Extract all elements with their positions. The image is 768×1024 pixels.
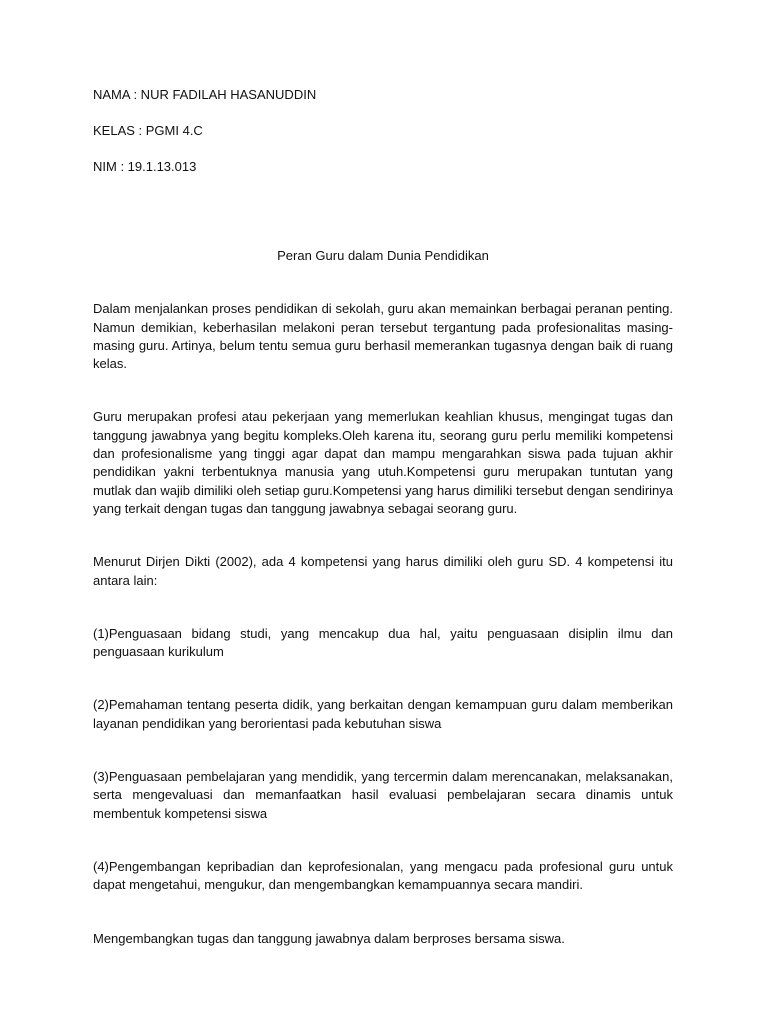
- paragraph-profession: Guru merupakan profesi atau pekerjaan yang memerlukan keahlian khusus, mengingat tugas dan tanggung jawabnya yang begitu kompleks.Oleh karena itu, seorang guru perlu memiliki kompetensi dan profesionalisme yang tinggi agar dapat dan mampu mengarahkan siswa pada tujuan akhir pendidikan yakni terbentuknya manusia yang utuh.Kompetensi guru merupakan tuntutan yang mutlak dan wajib dimiliki oleh setiap guru.Kompetensi yang harus dimiliki tersebut dengan sendirinya yang terkait dengan tugas dan tanggung jawabnya sebagai seorang guru.: [93, 409, 673, 516]
- student-nim: NIM : 19.1.13.013: [93, 159, 197, 174]
- paragraph-closing: Mengembangkan tugas dan tanggung jawabnya dalam berproses bersama siswa.: [93, 930, 565, 946]
- document-title: Peran Guru dalam Dunia Pendidikan: [277, 248, 489, 263]
- competency-item-2: (2)Pemahaman tentang peserta didik, yang berkaitan dengan kemampuan guru dalam memberikan layanan pendidikan yang berorientasi pada kebutuhan siswa: [93, 697, 673, 731]
- paragraph-intro: Dalam menjalankan proses pendidikan di sekolah, guru akan memainkan berbagai peranan penting. Namun demikian, keberhasilan melakoni peran tersebut tergantung pada profesionalitas masing-masing guru. Artinya, belum tentu semua guru berhasil memerankan tugasnya dengan baik di ruang kelas.: [93, 301, 673, 372]
- document-body: [93, 86, 673, 948]
- competency-item-1: (1)Penguasaan bidang studi, yang mencakup dua hal, yaitu penguasaan disiplin ilmu dan penguasaan kurikulum: [93, 625, 673, 660]
- paragraph-competency-intro: Menurut Dirjen Dikti (2002), ada 4 kompetensi yang harus dimiliki oleh guru SD. 4 kompetensi itu antara lain:: [93, 554, 673, 588]
- student-name: NAMA : NUR FADILAH HASANUDDIN: [93, 87, 317, 102]
- competency-item-3: (3)Penguasaan pembelajaran yang mendidik, yang tercermin dalam merencanakan, melaksanakan, serta mengevaluasi dan memanfaatkan hasil evaluasi pembelajaran secara dinamis untuk membentuk kompetensi siswa: [93, 769, 673, 821]
- student-class: KELAS : PGMI 4.C: [93, 123, 203, 138]
- competency-item-4: (4)Pengembangan kepribadian dan keprofesionalan, yang mengacu pada profesional guru untuk dapat mengetahui, mengukur, dan mengembangkan kemampuannya secara mandiri.: [93, 858, 673, 893]
